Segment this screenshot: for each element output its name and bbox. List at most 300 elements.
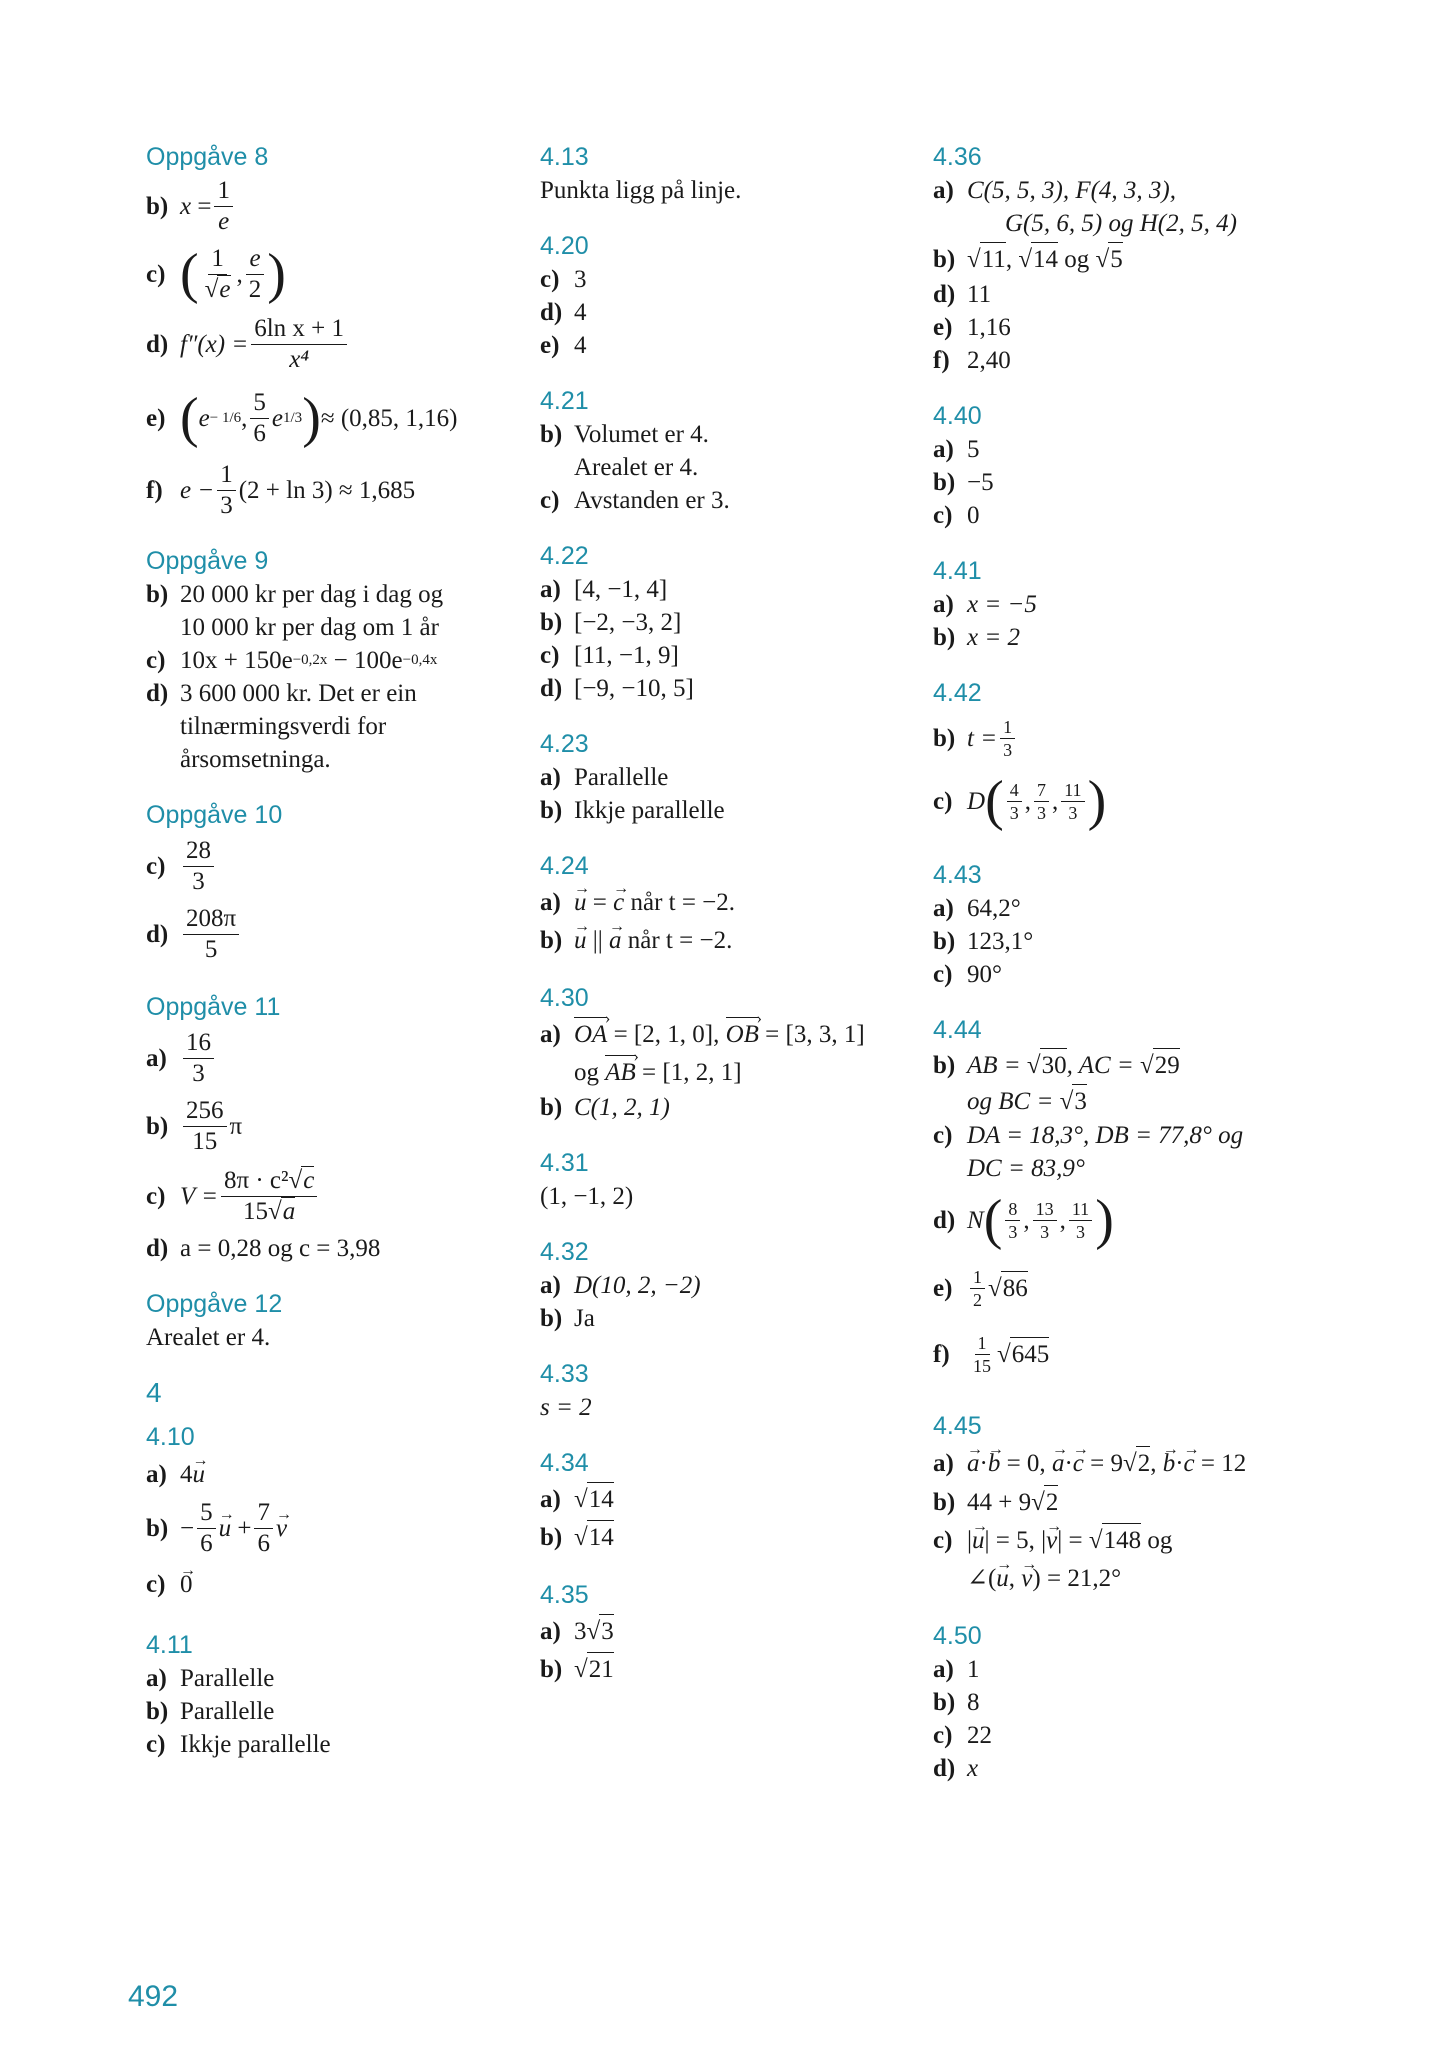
answer-label: e): [933, 314, 953, 341]
math-expr: G(5, 6, 5) og H(2, 5, 4): [1005, 210, 1237, 237]
math-expr: − 100e: [327, 647, 403, 674]
section-oppgave-8: [146, 140, 516, 522]
answer-label: a): [146, 1460, 167, 1488]
denominator: 15: [192, 1127, 218, 1155]
math-expr: når t = −2.: [621, 926, 733, 954]
answer-label: b): [933, 245, 956, 273]
math-expr: =: [586, 888, 614, 916]
vector: → u: [193, 1458, 206, 1491]
answer-text-continued: 10 000 kr per dag om 1 år: [180, 614, 439, 641]
answer-b: b) − $\frac{5}{6}$ → u + $\frac{7}{6}$ → v: [146, 1494, 516, 1562]
answer-label: c): [933, 1122, 953, 1149]
answer-c: [146, 1160, 516, 1232]
math-expr: når t = −2.: [624, 888, 736, 916]
answer-column-3: [933, 140, 1303, 1807]
answer-b: [540, 921, 910, 959]
fraction: [221, 1166, 317, 1227]
vector: → u: [996, 1562, 1009, 1595]
section-heading: 4.45: [933, 1412, 982, 1440]
answer-text-continued: ∠( → u , → v ) = 21,2°: [933, 1559, 1303, 1597]
answer-text: 1,16: [967, 314, 1011, 341]
fraction: [183, 904, 239, 965]
math-var: e: [249, 244, 261, 272]
section-heading: Oppgåve 8: [146, 143, 269, 171]
answer-b: [933, 710, 1303, 766]
answer-label: c): [933, 787, 953, 815]
vector: AB ›: [605, 1055, 636, 1089]
vector: → a: [1052, 1447, 1065, 1480]
parenthesized-expr: ( $\frac{8}{3}$ , $\frac{13}{3}$ , $\frac{11}{3}$ ): [983, 1189, 1114, 1251]
denominator: [286, 345, 312, 375]
answer-label: b): [146, 581, 169, 608]
answer-label: b): [540, 1655, 563, 1683]
denominator: 3: [1008, 1221, 1018, 1242]
answer-b: b) √ 21: [540, 1650, 910, 1688]
answer-label: c): [540, 642, 560, 669]
fraction: [254, 1498, 273, 1559]
section-4-30: [540, 981, 910, 1124]
answer-text: [540, 1391, 910, 1424]
sqrt-radicand: 29: [1153, 1048, 1180, 1082]
answer-b: b) x = $\frac{1}{e}$: [146, 174, 516, 238]
answer-text: Parallelle: [180, 1665, 275, 1692]
answer-c: [933, 499, 1303, 532]
answer-c: [933, 1119, 1303, 1152]
numerator: 28: [183, 836, 214, 867]
answer-e: [933, 311, 1303, 344]
answer-text-continued: [933, 207, 1303, 240]
answer-label: d): [933, 281, 956, 308]
fraction: [197, 1498, 216, 1559]
sqrt-radicand: 14: [1031, 242, 1058, 276]
answer-c: [540, 639, 910, 672]
answer-text: 90°: [967, 961, 1002, 988]
answer-c: [146, 1562, 516, 1606]
section-4-24: [540, 849, 910, 959]
section-heading: Oppgåve 11: [146, 993, 281, 1021]
numerator: 1: [970, 1266, 985, 1289]
answer-text: Arealet er 4.: [146, 1324, 271, 1351]
answer-b: [933, 925, 1303, 958]
sqrt-radicand: 86: [1001, 1271, 1028, 1305]
answer-label: b): [540, 797, 563, 824]
fraction: [1061, 779, 1084, 824]
math-expr: 44 + 9: [967, 1488, 1032, 1516]
numerator: 4: [1007, 779, 1022, 802]
answer-label: c): [146, 1182, 166, 1210]
math-expr: V =: [180, 1182, 218, 1210]
denominator: 3: [1068, 802, 1078, 823]
answer-b: [540, 794, 910, 827]
denominator: 5: [204, 935, 218, 963]
parenthesized-expr: ( e − 1/6 , $\frac{5}{6}$ e 1/3 ): [180, 387, 321, 449]
answer-c: [540, 484, 910, 517]
section-heading: 4.30: [540, 984, 589, 1012]
answer-a: [146, 1024, 516, 1092]
section-heading: 4.34: [540, 1449, 589, 1477]
section-4-35: [540, 1578, 910, 1688]
numerator: 7: [254, 1498, 273, 1529]
numerator: 6ln x + 1: [251, 314, 347, 345]
answer-d: [146, 310, 516, 378]
answer-label: b): [933, 1488, 956, 1516]
section-heading: 4.33: [540, 1360, 589, 1388]
answer-label: b): [933, 928, 956, 955]
answer-d: [933, 1752, 1303, 1785]
section-4-13: [540, 140, 910, 207]
answer-label: d): [540, 299, 563, 326]
answer-column-1: [146, 140, 516, 1783]
fraction: [250, 388, 269, 449]
fraction: [1034, 779, 1049, 824]
section-heading: 4.36: [933, 143, 982, 171]
fraction: [1033, 1198, 1057, 1243]
math-expr: 10x + 150e: [180, 647, 293, 674]
section-4-31: [540, 1146, 910, 1213]
answer-label: b): [540, 1523, 563, 1551]
answer-label: b): [933, 1051, 956, 1079]
answer-c: [146, 832, 516, 900]
section-4-40: [933, 399, 1303, 532]
math-var: N: [967, 1206, 984, 1234]
answer-label: a): [933, 895, 954, 922]
answer-b: b) √ 14: [540, 1518, 910, 1556]
section-4-10: [146, 1420, 516, 1606]
answer-label: c): [540, 487, 560, 514]
exponent: −0,2x: [292, 652, 328, 668]
section-heading: 4.44: [933, 1016, 982, 1044]
answer-label: a): [933, 436, 954, 463]
answer-d: [146, 900, 516, 968]
vector: → v: [1021, 1562, 1032, 1595]
answer-label: a): [540, 1020, 561, 1048]
math-expr: AB =: [967, 1051, 1027, 1079]
math-expr: 3: [574, 1617, 587, 1645]
answer-label: b): [540, 1094, 563, 1121]
answer-b: [146, 1092, 516, 1160]
answer-f: f) $\frac{1}{15}$ √ 645: [933, 1332, 1050, 1376]
section-4-42: [933, 676, 1303, 836]
parenthesized-expr: ( $\frac{4}{3}$ , $\frac{7}{3}$ , $\frac{11}{3}$ ): [985, 770, 1107, 832]
denominator: 6: [253, 419, 266, 447]
answer-a: a) → a · → b = 0, → a · → c = 9 √ 2 , → b · → c = 12: [933, 1443, 1303, 1483]
answer-a: [933, 1653, 1303, 1686]
answer-text-continued: tilnærmingsverdi for: [180, 713, 387, 740]
section-heading: Oppgåve 10: [146, 801, 283, 829]
numerator: 5: [250, 388, 269, 419]
answer-b: [540, 1302, 910, 1335]
math-expr: og: [1141, 1526, 1173, 1554]
answer-text: 0: [967, 502, 980, 529]
answer-label: c): [146, 852, 166, 880]
math-expr: π: [229, 1112, 243, 1140]
answer-label: a): [540, 1485, 561, 1513]
answer-text-continued: årsomsetninga.: [180, 746, 331, 773]
answer-label: c): [146, 1570, 166, 1598]
math-expr: f″(x) =: [180, 330, 249, 358]
math-expr: ) = 21,2°: [1032, 1564, 1122, 1592]
answer-label: a): [933, 1656, 954, 1683]
exponent: − 1/6: [209, 409, 242, 426]
denominator: √e: [204, 275, 231, 303]
answer-text: 123,1°: [967, 928, 1034, 955]
answer-a: [540, 883, 910, 921]
answer-a: [933, 174, 1303, 207]
answer-label: c): [933, 502, 953, 529]
math-var: x: [180, 192, 192, 220]
answer-label: b): [146, 1514, 169, 1542]
denominator: 3: [192, 867, 205, 895]
math-expr: , AC =: [1066, 1051, 1141, 1079]
math-expr: 4: [180, 1460, 193, 1488]
answer-c: [146, 644, 516, 677]
vector: → u: [972, 1524, 985, 1557]
vector: → u: [574, 886, 587, 919]
section-heading: Oppgåve 9: [146, 547, 269, 575]
answer-b: b) 44 + 9 √ 2: [933, 1483, 1303, 1521]
section-heading: 4.35: [540, 1581, 589, 1609]
answer-label: e): [933, 1274, 953, 1302]
answer-e: [540, 329, 910, 362]
numerator: 11: [1061, 779, 1084, 802]
answer-c: [933, 1719, 1303, 1752]
math-expr: | =: [1057, 1526, 1089, 1554]
answer-a: [146, 1662, 516, 1695]
numerator: 5: [197, 1498, 216, 1529]
section-4-43: [933, 858, 1303, 991]
denominator: 3: [192, 1059, 205, 1087]
denominator: 15√a: [243, 1197, 296, 1225]
section-4-23: [540, 727, 910, 827]
answer-a: [933, 588, 1303, 621]
math-expr: ||: [586, 926, 610, 954]
answer-a: [146, 1454, 516, 1494]
section-4-11: [146, 1628, 516, 1761]
math-expr: og BC =: [967, 1087, 1060, 1115]
answer-label: b): [540, 926, 563, 954]
section-heading: 4.32: [540, 1238, 589, 1266]
section-oppgave-11: [146, 990, 516, 1265]
denominator: 3: [1009, 802, 1019, 823]
vector-value: [11, −1, 9]: [574, 642, 679, 669]
answer-text: 3 600 000 kr. Det er ein: [180, 680, 417, 707]
answer-e: [146, 378, 516, 458]
answer-label: d): [933, 1206, 956, 1234]
answer-f: [933, 344, 1303, 377]
answer-a: [540, 761, 910, 794]
answer-label: c): [146, 1731, 166, 1758]
answer-text: 11: [967, 281, 992, 308]
answer-text-continued: og BC = √ 3: [933, 1083, 1303, 1119]
vector: OA ›: [574, 1017, 607, 1051]
vector: → b: [1163, 1447, 1176, 1480]
answer-label: f): [933, 347, 950, 374]
answer-b: [933, 466, 1303, 499]
answer-c: [146, 238, 516, 310]
math-expr: x = 2: [967, 624, 1020, 651]
vector-value: = [1, 2, 1]: [635, 1058, 742, 1086]
answer-b: [146, 1695, 516, 1728]
page-number: 492: [128, 1980, 179, 2013]
answer-c: [540, 263, 910, 296]
answer-label: a): [540, 1617, 561, 1645]
answer-d: [540, 672, 910, 705]
math-expr: s = 2: [540, 1394, 592, 1421]
answer-text: 2,40: [967, 347, 1011, 374]
vector-value: [−2, −3, 2]: [574, 609, 682, 636]
denominator: 2: [973, 1289, 982, 1310]
section-heading: 4.11: [146, 1631, 193, 1659]
vector: → a: [967, 1447, 980, 1480]
math-var: D: [967, 787, 986, 815]
answer-d: [540, 296, 910, 329]
answer-text: −5: [967, 469, 994, 496]
section-heading: 4.43: [933, 861, 982, 889]
fraction: [970, 1332, 994, 1377]
math-expr: e −: [180, 476, 215, 504]
fraction: [183, 836, 214, 897]
answer-label: d): [146, 680, 169, 707]
fraction: [214, 176, 233, 237]
fraction: [1007, 779, 1022, 824]
answer-text: Parallelle: [574, 764, 669, 791]
answer-label: b): [540, 609, 563, 636]
math-expr: (2 + ln 3) ≈ 1,685: [238, 476, 416, 504]
answer-column-2: [540, 140, 910, 1710]
vector-value: = [2, 1, 0],: [607, 1020, 726, 1048]
answer-label: b): [540, 421, 563, 448]
exponent: −0,4x: [402, 652, 438, 668]
denominator: 3: [1040, 1221, 1050, 1242]
answer-b: [146, 578, 516, 611]
section-4-32: [540, 1235, 910, 1335]
section-heading: Oppgåve 12: [146, 1290, 283, 1318]
answer-label: e): [146, 404, 166, 432]
vector: → v: [1046, 1524, 1057, 1557]
math-var: x: [967, 1755, 979, 1782]
answer-text: Ikkje parallelle: [574, 797, 725, 824]
sqrt-radicand: 30: [1040, 1048, 1067, 1082]
numerator: 8: [1005, 1198, 1020, 1221]
math-expr: C(1, 2, 1): [574, 1094, 670, 1121]
fraction: [251, 314, 347, 375]
vector: → a: [609, 924, 622, 957]
math-expr: = 12: [1194, 1449, 1247, 1477]
section-4-20: [540, 229, 910, 362]
section-oppgave-9: [146, 544, 516, 776]
section-oppgave-12: [146, 1287, 516, 1354]
vector: OB ›: [726, 1017, 759, 1051]
math-var: x⁴: [289, 345, 310, 373]
answer-b: [540, 418, 910, 451]
answer-e: e) $\frac{1}{2}$ √ 86: [933, 1266, 1028, 1310]
sqrt-radicand: 645: [1010, 1337, 1050, 1371]
sqrt-radicand: 2: [1136, 1446, 1151, 1480]
math-expr: 8π · c²: [223, 1166, 289, 1194]
numerator: 11: [1069, 1198, 1092, 1221]
parenthesized-expr: ( $\frac{1}{√e}$ , $\frac{e}{2}$ ): [180, 243, 286, 305]
math-expr: DC = 83,9°: [967, 1155, 1085, 1182]
answer-text: 20 000 kr per dag i dag og: [180, 581, 444, 608]
answer-label: b): [146, 192, 169, 220]
answer-text-continued: [540, 1053, 910, 1091]
answer-a: [540, 1269, 910, 1302]
answer-label: d): [540, 675, 563, 702]
answer-text: Ja: [574, 1305, 595, 1332]
vector: → c: [1184, 1447, 1195, 1480]
answer-label: a): [146, 1665, 167, 1692]
numerator: 1: [1000, 716, 1015, 739]
answer-label: e): [540, 332, 560, 359]
math-var: c: [303, 1166, 315, 1194]
answer-label: a): [933, 1449, 954, 1477]
section-heading: 4.41: [933, 557, 982, 585]
fraction: [202, 244, 234, 305]
answer-a: [540, 573, 910, 606]
section-4-44: [933, 1013, 1303, 1387]
sqrt-radicand: 14: [587, 1520, 614, 1554]
math-expr: ,: [1150, 1449, 1163, 1477]
denominator: 3: [1003, 739, 1013, 760]
answer-text: Punkta ligg på linje.: [540, 177, 742, 204]
section-heading: 4.23: [540, 730, 589, 758]
answer-label: d): [146, 330, 169, 358]
answer-label: c): [933, 1722, 953, 1749]
numerator: 256: [183, 1096, 227, 1127]
sqrt-radicand: 5: [1108, 242, 1123, 276]
answer-c: c) | → u | = 5, | → v | = √ 148 og: [933, 1521, 1303, 1559]
answer-d: [933, 278, 1303, 311]
math-var: e: [218, 207, 230, 235]
answer-label: d): [933, 1755, 956, 1782]
answer-label: b): [933, 469, 956, 496]
answer-b: [540, 1091, 910, 1124]
answer-a: a) √ 14: [540, 1480, 910, 1518]
section-4-21: [540, 384, 910, 517]
answer-text-continued: Arealet er 4.: [574, 454, 699, 481]
vector: → u: [574, 924, 587, 957]
answer-label: a): [540, 1272, 561, 1299]
answer-text: Ikkje parallelle: [180, 1731, 331, 1758]
answer-text: 1: [967, 1656, 980, 1683]
answer-text: Avstanden er 3.: [574, 487, 730, 514]
numerator: 1: [217, 460, 236, 491]
answer-d: [933, 1185, 1303, 1255]
numerator: [246, 244, 263, 275]
section-4-22: [540, 539, 910, 705]
answer-a: a) 3 √ 3: [540, 1612, 910, 1650]
section-4-50: [933, 1619, 1303, 1785]
fraction: [246, 244, 265, 305]
answer-label: a): [933, 591, 954, 618]
sqrt-radicand: 21: [587, 1652, 614, 1686]
answer-label: d): [146, 1235, 169, 1262]
answer-text: 4: [574, 299, 587, 326]
answer-text: a = 0,28 og c = 3,98: [180, 1235, 381, 1262]
section-heading: 4.42: [933, 679, 982, 707]
vector: → u: [219, 1512, 232, 1545]
answer-text: Parallelle: [180, 1698, 275, 1725]
vector: → c: [1073, 1447, 1084, 1480]
fraction: [1069, 1198, 1092, 1243]
answer-b: [540, 606, 910, 639]
math-var: e: [219, 275, 231, 303]
answer-label: b): [146, 1698, 169, 1725]
math-expr: t =: [967, 724, 998, 752]
section-heading: 4.50: [933, 1622, 982, 1650]
section-4-36: [933, 140, 1303, 377]
chapter-heading: 4: [146, 1377, 162, 1408]
